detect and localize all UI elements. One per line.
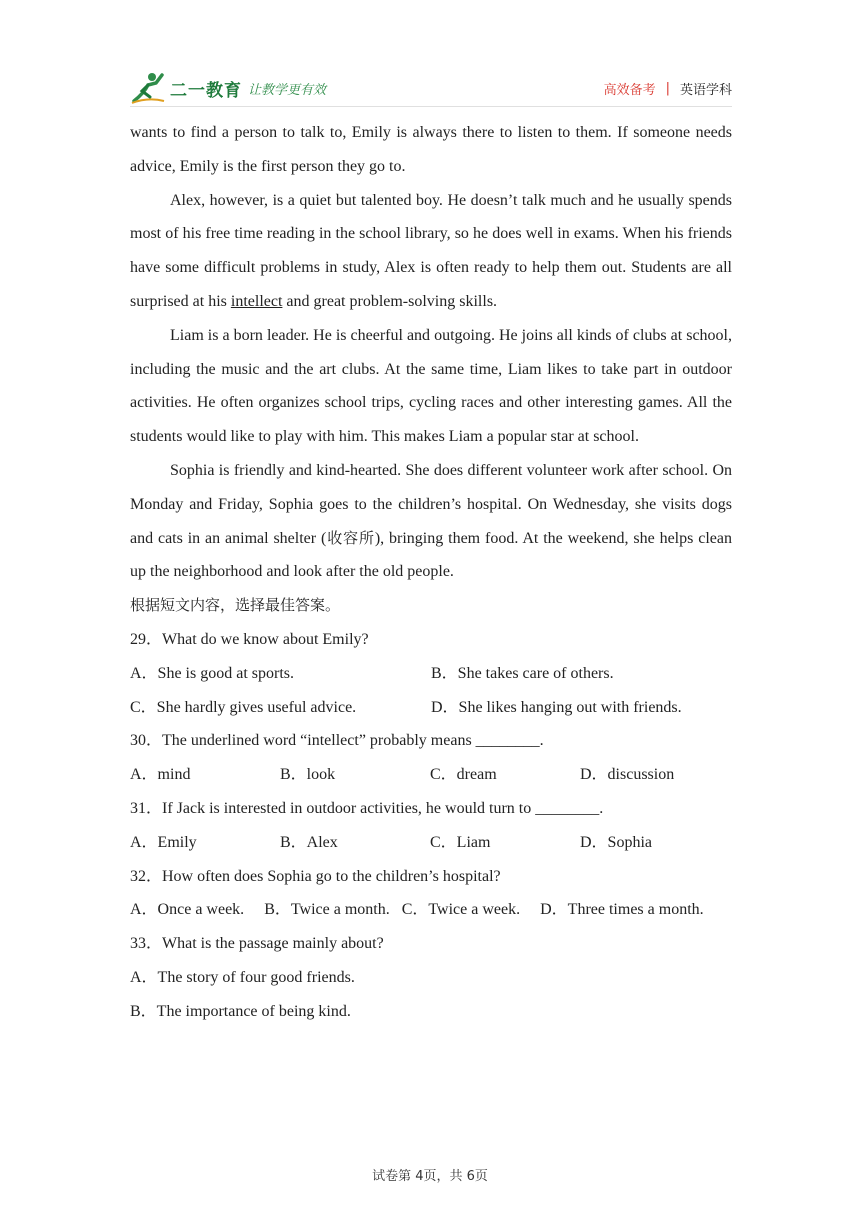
chinese-gloss: 收容所 bbox=[326, 528, 375, 547]
question-33: 33．What is the passage mainly about? bbox=[130, 935, 384, 953]
passage-paragraph-liam: Liam is a born leader. He is cheerful and outgoing. He joins all kinds of clubs at school, including the music and the art clubs. At the same time, Liam likes to take part in outdoor activities. He often organizes school trips, cycling races and other interesting games. All the students would like to play with him. This makes Liam a popular star at school. bbox=[130, 326, 732, 446]
header-divider bbox=[130, 106, 732, 107]
brand-slogan: 让教学更有效 bbox=[248, 82, 327, 98]
options-29-cd bbox=[130, 691, 732, 725]
option-c: C．Liam bbox=[430, 833, 491, 851]
passage-paragraph-alex bbox=[130, 184, 732, 319]
underlined-word: intellect bbox=[230, 292, 283, 310]
option-b: B．Alex bbox=[280, 833, 338, 851]
logo bbox=[130, 70, 326, 106]
passage-paragraph-emily: wants to find a person to talk to, Emily is always there to listen to them. If someone needs advice, Emily is the first person they go to. bbox=[130, 124, 732, 175]
header-right bbox=[604, 79, 732, 98]
options-30 bbox=[130, 758, 732, 792]
options-32 bbox=[130, 893, 732, 927]
option-b: B．She takes care of others. bbox=[431, 664, 614, 682]
question-29: 29．What do we know about Emily? bbox=[130, 630, 369, 648]
option-c: C．She hardly gives useful advice. bbox=[130, 698, 357, 716]
brand-name: 二一教育 bbox=[170, 80, 242, 101]
option-a: A．Emily bbox=[130, 833, 197, 851]
option-d: D．Three times a month. bbox=[540, 901, 704, 919]
option-d: D．Sophia bbox=[580, 833, 653, 851]
header-tag-prep: 高效备考 bbox=[603, 83, 656, 98]
option-c: C．dream bbox=[430, 766, 497, 784]
option-d: D．discussion bbox=[580, 766, 675, 784]
header-subject: 英语学科 bbox=[679, 83, 732, 98]
question-32: 32．How often does Sophia go to the children’s hospital? bbox=[130, 867, 501, 885]
document-body bbox=[130, 116, 732, 1029]
page-footer: 试卷第 4页，共 6页 bbox=[372, 1169, 488, 1184]
question-31: 31．If Jack is interested in outdoor activities, he would turn to ________. bbox=[130, 799, 604, 817]
options-31 bbox=[130, 826, 732, 860]
instruction: 根据短文内容，选择最佳答案。 bbox=[130, 596, 341, 615]
option-a: A．She is good at sports. bbox=[130, 664, 295, 682]
option-b: B．look bbox=[280, 766, 336, 784]
options-29 bbox=[130, 657, 732, 691]
passage-paragraph-sophia bbox=[130, 454, 732, 589]
option-c: C．Twice a week. bbox=[401, 901, 521, 919]
runner-logo-icon bbox=[130, 71, 166, 105]
option-b: B．Twice a month. bbox=[264, 901, 390, 919]
option-d: D．She likes hanging out with friends. bbox=[431, 698, 682, 716]
text: Sophia is friendly and kind-hearted. She does different volunteer work after school. On Monday and Friday, Sophia goes to the children’s hospital. On Wednesday, she visits dogs and cats in an animal shelter ( bbox=[130, 461, 732, 547]
option-a: A．Once a week. bbox=[130, 901, 245, 919]
text: ), bringing them food. At the weekend, she helps clean up the neighborhood and look after the old people. bbox=[130, 529, 732, 581]
option-a: A．The story of four good friends. bbox=[130, 968, 355, 986]
header-separator: | bbox=[665, 81, 670, 96]
text: Alex, however, is a quiet but talented boy. He doesn’t talk much and he usually spends most of his free time reading in the school library, so he does well in exams. When his friends have some difficult problems in study, Alex is often ready to help them out. Students are all surprised at his bbox=[130, 191, 732, 310]
option-b: B．The importance of being kind. bbox=[130, 1002, 351, 1020]
page-header bbox=[130, 70, 732, 106]
option-a: A．mind bbox=[130, 766, 191, 784]
question-30: 30．The underlined word “intellect” probably means ________. bbox=[130, 732, 544, 750]
text: and great problem-solving skills. bbox=[282, 292, 498, 310]
